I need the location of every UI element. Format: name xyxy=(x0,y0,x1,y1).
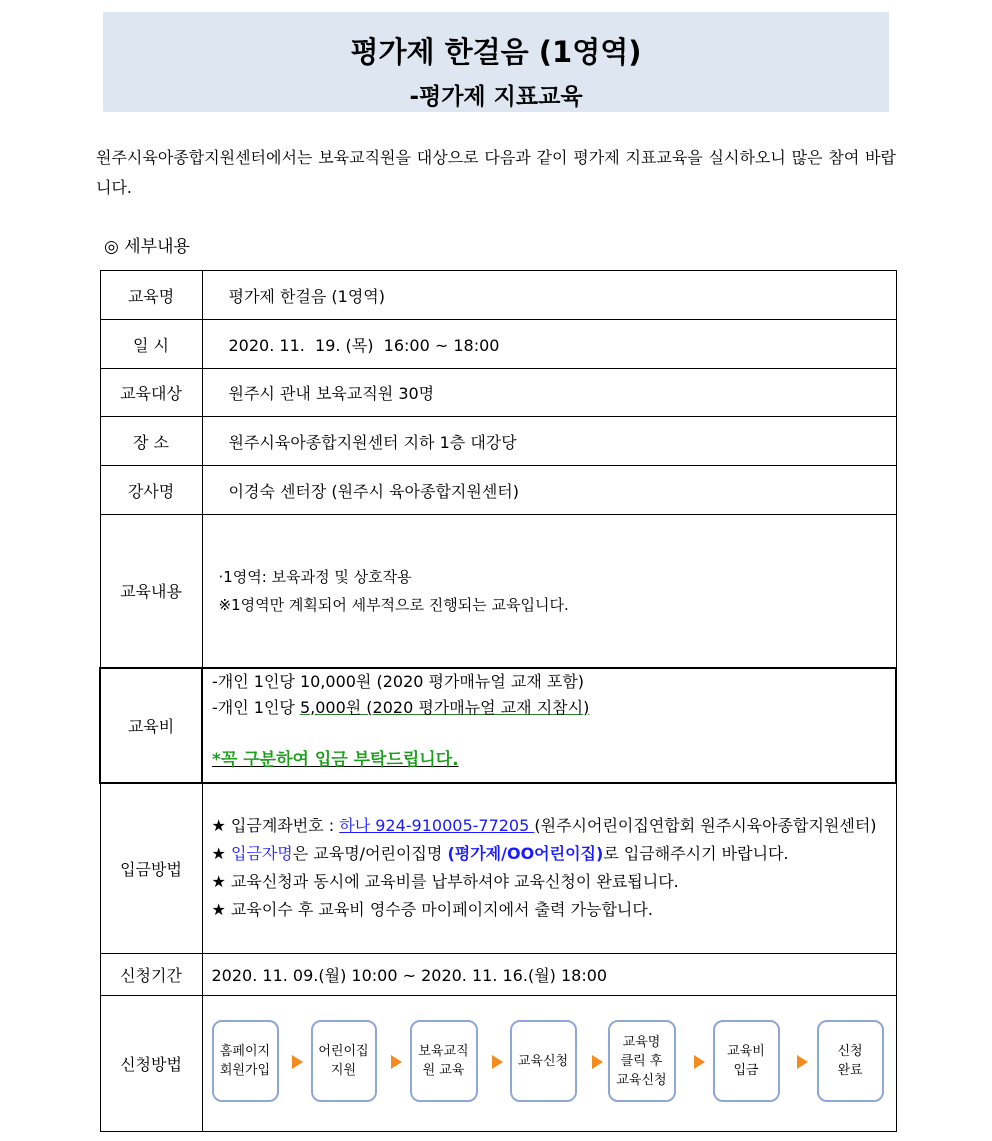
fee-line-1: -개인 1인당 10,000원 (2020 평가매뉴얼 교재 포함) xyxy=(212,671,585,691)
arrow-right-icon xyxy=(292,1055,303,1069)
row-period xyxy=(100,954,896,996)
row-label: 교육대상 xyxy=(100,369,202,417)
row-label: 교육내용 xyxy=(100,515,202,668)
step-text: 보육교직 xyxy=(418,1044,469,1059)
step-text: 지원 xyxy=(330,1063,357,1078)
row-method xyxy=(100,996,896,1132)
detail-table xyxy=(99,270,897,1132)
step-click-apply xyxy=(608,1020,676,1102)
fee-line-2-prefix: -개인 1인당 xyxy=(212,697,300,717)
row-label: 교육명 xyxy=(100,271,202,320)
deposit-name-rule xyxy=(212,840,896,868)
fee-line-2 xyxy=(212,695,895,721)
row-deposit xyxy=(100,783,896,954)
row-datetime xyxy=(100,320,896,369)
title-banner xyxy=(103,12,889,112)
intro-paragraph: 원주시육아종합지원센터에서는 보육교직원을 대상으로 다음과 같이 평가제 지표교육을 실시하오니 많은 참여 바랍니다. xyxy=(96,148,896,197)
row-value: 원주시 관내 보육교직원 30명 xyxy=(202,369,896,417)
method-cell xyxy=(202,996,896,1132)
step-staff-education xyxy=(410,1020,478,1102)
step-signup xyxy=(212,1020,279,1102)
deposit-name-mid: 은 교육명/어린이집명 xyxy=(292,844,448,864)
arrow-right-icon xyxy=(592,1055,603,1069)
row-label: 교육비 xyxy=(100,668,202,783)
row-label: 신청기간 xyxy=(100,954,202,996)
step-text: 어린이집 xyxy=(318,1044,369,1059)
content-cell xyxy=(202,515,896,668)
arrow-right-icon xyxy=(391,1055,402,1069)
row-place xyxy=(100,417,896,466)
step-text: 완료 xyxy=(837,1063,863,1078)
row-label: 입금방법 xyxy=(100,783,202,954)
row-lecturer xyxy=(100,466,896,515)
fee-line-2-underlined: 5,000원 (2020 평가매뉴얼 교재 지참시) xyxy=(299,697,590,717)
deposit-account xyxy=(212,812,896,840)
row-value: 2020. 11. 09.(월) 10:00 ~ 2020. 11. 16.(월) 18:00 xyxy=(202,954,896,996)
application-steps xyxy=(203,996,896,1131)
step-daycare xyxy=(311,1020,377,1102)
step-payment xyxy=(713,1020,780,1102)
step-text: 교육신청 xyxy=(517,1053,569,1069)
page-subtitle: -평가제 지표교육 xyxy=(409,84,583,110)
step-text: 교육명 xyxy=(622,1034,661,1050)
row-value: 원주시육아종합지원센터 지하 1층 대강당 xyxy=(202,417,896,466)
row-label: 신청방법 xyxy=(100,996,202,1132)
row-content xyxy=(100,515,896,668)
step-text: 클릭 후 xyxy=(620,1053,663,1069)
row-value: 2020. 11. 19. (목) 16:00 ~ 18:00 xyxy=(202,320,896,369)
row-value: 평가제 한걸음 (1영역) xyxy=(202,271,896,320)
depositor-name-highlight: 입금자명 xyxy=(230,844,293,864)
fee-notice xyxy=(212,747,895,773)
account-holder: (원주시어린이집연합회 원주시육아종합지원센터) xyxy=(534,816,877,836)
arrow-right-icon xyxy=(797,1055,808,1069)
deposit-line-4: ★ 교육이수 후 교육비 영수증 마이페이지에서 출력 가능합니다. xyxy=(211,900,653,920)
deposit-cell xyxy=(202,783,896,954)
step-apply xyxy=(510,1020,577,1102)
step-text: 입금 xyxy=(733,1063,759,1078)
step-text: 교육신청 xyxy=(616,1072,667,1088)
row-label: 강사명 xyxy=(100,466,202,515)
step-text: 교육비 xyxy=(727,1044,765,1059)
account-number: 하나 924-910005-77205 xyxy=(339,816,535,836)
page-title: 평가제 한걸음 (1영역) xyxy=(350,35,642,69)
deposit-name-suffix: 로 입금해주시기 바랍니다. xyxy=(603,844,789,864)
row-fee xyxy=(100,668,896,783)
row-name xyxy=(100,271,896,320)
deposit-account-prefix: ★ 입금계좌번호 : xyxy=(211,816,340,836)
row-label: 일 시 xyxy=(100,320,202,369)
step-complete xyxy=(817,1020,884,1102)
deposit-name-prefix: ★ xyxy=(211,844,231,864)
arrow-right-icon xyxy=(694,1055,705,1069)
arrow-right-icon xyxy=(492,1055,503,1069)
step-text: 홈페이지 xyxy=(219,1044,271,1059)
fee-notice-text: *꼭 구분하여 입금 부탁드립니다. xyxy=(212,749,459,770)
content-line-1: ·1영역: 보육과정 및 상호작용 xyxy=(218,567,412,586)
section-heading: ◎ 세부내용 xyxy=(104,237,190,257)
deposit-line-3: ★ 교육신청과 동시에 교육비를 납부하셔야 교육신청이 완료됩니다. xyxy=(211,872,679,892)
row-target xyxy=(100,369,896,417)
step-text: 신청 xyxy=(837,1044,863,1059)
row-label: 장 소 xyxy=(100,417,202,466)
fee-cell xyxy=(202,668,896,783)
depositor-name-example: (평가제/OO어린이집) xyxy=(447,844,604,864)
step-text: 원 교육 xyxy=(422,1063,465,1078)
content-line-2: ※1영역만 계획되어 세부적으로 진행되는 교육입니다. xyxy=(218,595,569,614)
row-value: 이경숙 센터장 (원주시 육아종합지원센터) xyxy=(202,466,896,515)
step-text: 회원가입 xyxy=(219,1063,271,1078)
